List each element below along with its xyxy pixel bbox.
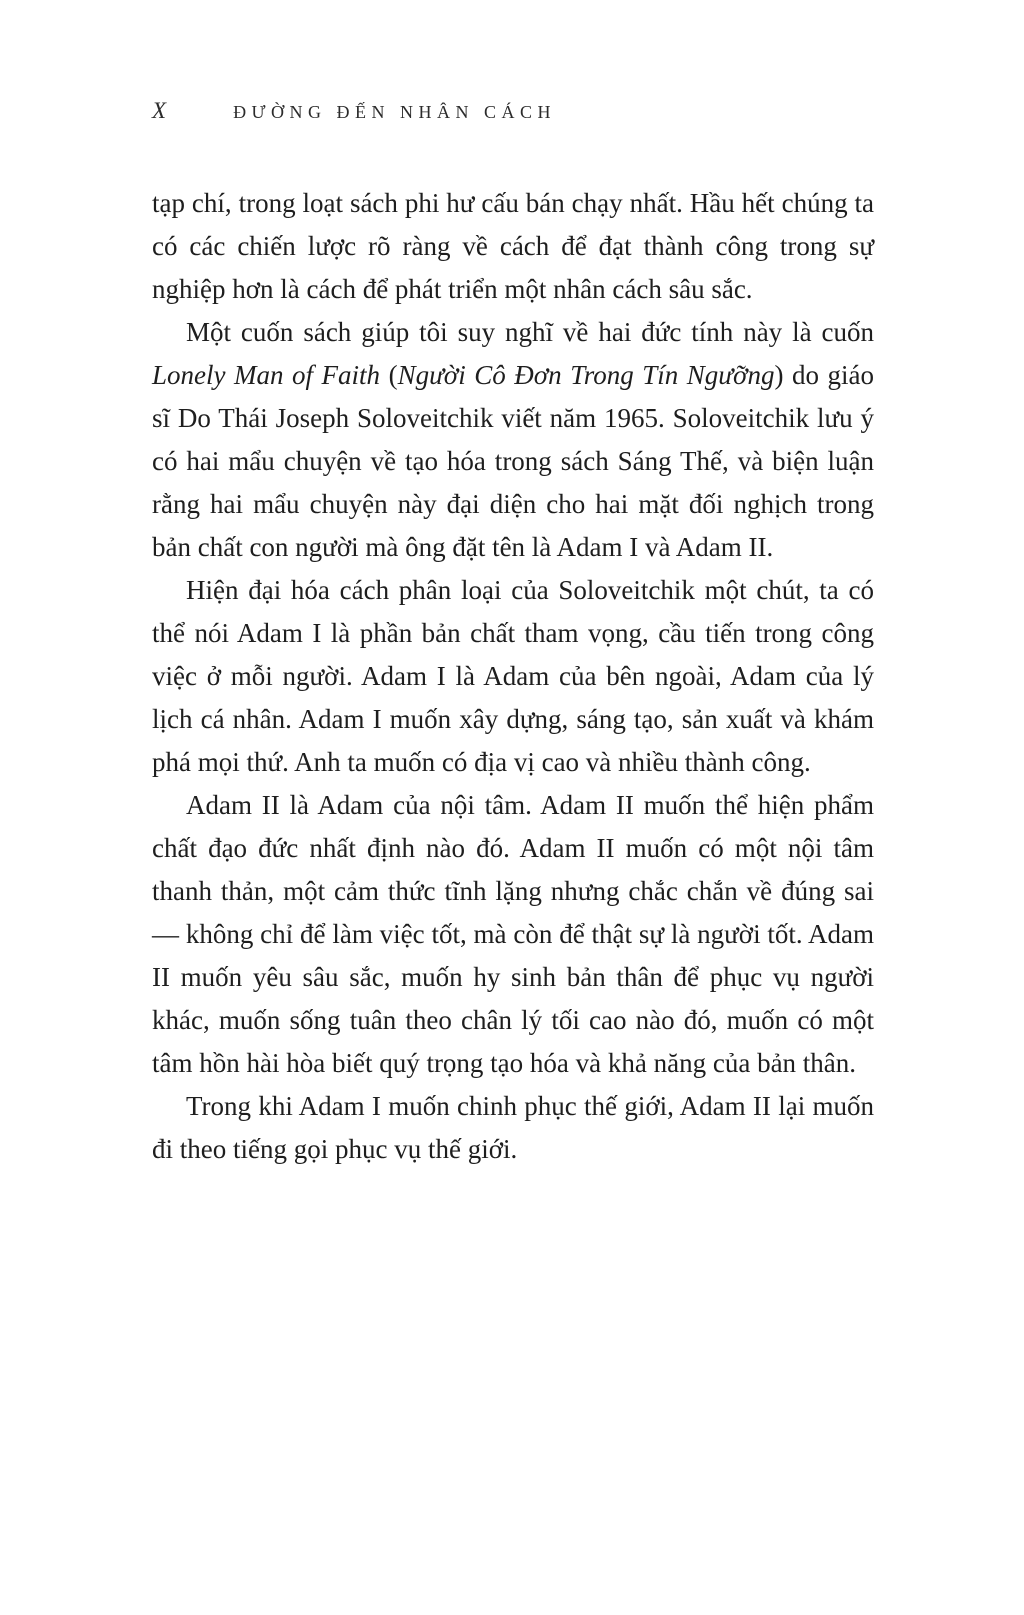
page-header [152, 98, 874, 124]
text-run: Trong khi Adam I muốn chinh phục thế giới, Adam II lại muốn đi theo tiếng gọi phục vụ thế giới. [152, 1091, 874, 1164]
paragraph [152, 569, 874, 784]
paragraph [152, 784, 874, 1085]
paragraph [152, 1085, 874, 1171]
text-run: ) do giáo sĩ Do Thái Joseph Soloveitchik viết năm 1965. Soloveitchik lưu ý có hai mẩu chuyện về tạo hóa trong sách Sáng Thế, và biện luận rằng hai mẩu chuyện này đại diện cho hai mặt đối nghịch trong bản chất con người mà ông đặt tên là Adam I và Adam II. [152, 360, 874, 562]
page-number: X [152, 98, 168, 123]
body-text [152, 182, 874, 1171]
text-run: ( [380, 360, 398, 390]
text-run: Adam II là Adam của nội tâm. Adam II muốn thể hiện phẩm chất đạo đức nhất định nào đó. Adam II muốn có một nội tâm thanh thản, một cảm thức tĩnh lặng nhưng chắc chắn về đúng sai — không chỉ để làm việc tốt, mà còn để thật sự là người tốt. Adam II muốn yêu sâu sắc, muốn hy sinh bản thân để phục vụ người khác, muốn sống tuân theo chân lý tối cao nào đó, muốn có một tâm hồn hài hòa biết quý trọng tạo hóa và khả năng của bản thân. [152, 790, 874, 1078]
book-title-italic: Lonely Man of Faith [152, 360, 381, 390]
text-run: tạp chí, trong loạt sách phi hư cấu bán chạy nhất. Hầu hết chúng ta có các chiến lược rõ ràng về cách để đạt thành công trong sự nghiệp hơn là cách để phát triển một nhân cách sâu sắc. [152, 188, 874, 304]
text-run: Hiện đại hóa cách phân loại của Soloveitchik một chút, ta có thể nói Adam I là phần bản chất tham vọng, cầu tiến trong công việc ở mỗi người. Adam I là Adam của bên ngoài, Adam của lý lịch cá nhân. Adam I muốn xây dựng, sáng tạo, sản xuất và khám phá mọi thứ. Anh ta muốn có địa vị cao và nhiều thành công. [152, 575, 874, 777]
book-title-italic: Người Cô Đơn Trong Tín Ngưỡng [397, 360, 775, 390]
running-title: ĐƯỜNG ĐẾN NHÂN CÁCH [233, 102, 557, 122]
paragraph [152, 182, 874, 311]
text-run: Một cuốn sách giúp tôi suy nghĩ về hai đức tính này là cuốn [186, 317, 874, 347]
paragraph [152, 311, 874, 569]
